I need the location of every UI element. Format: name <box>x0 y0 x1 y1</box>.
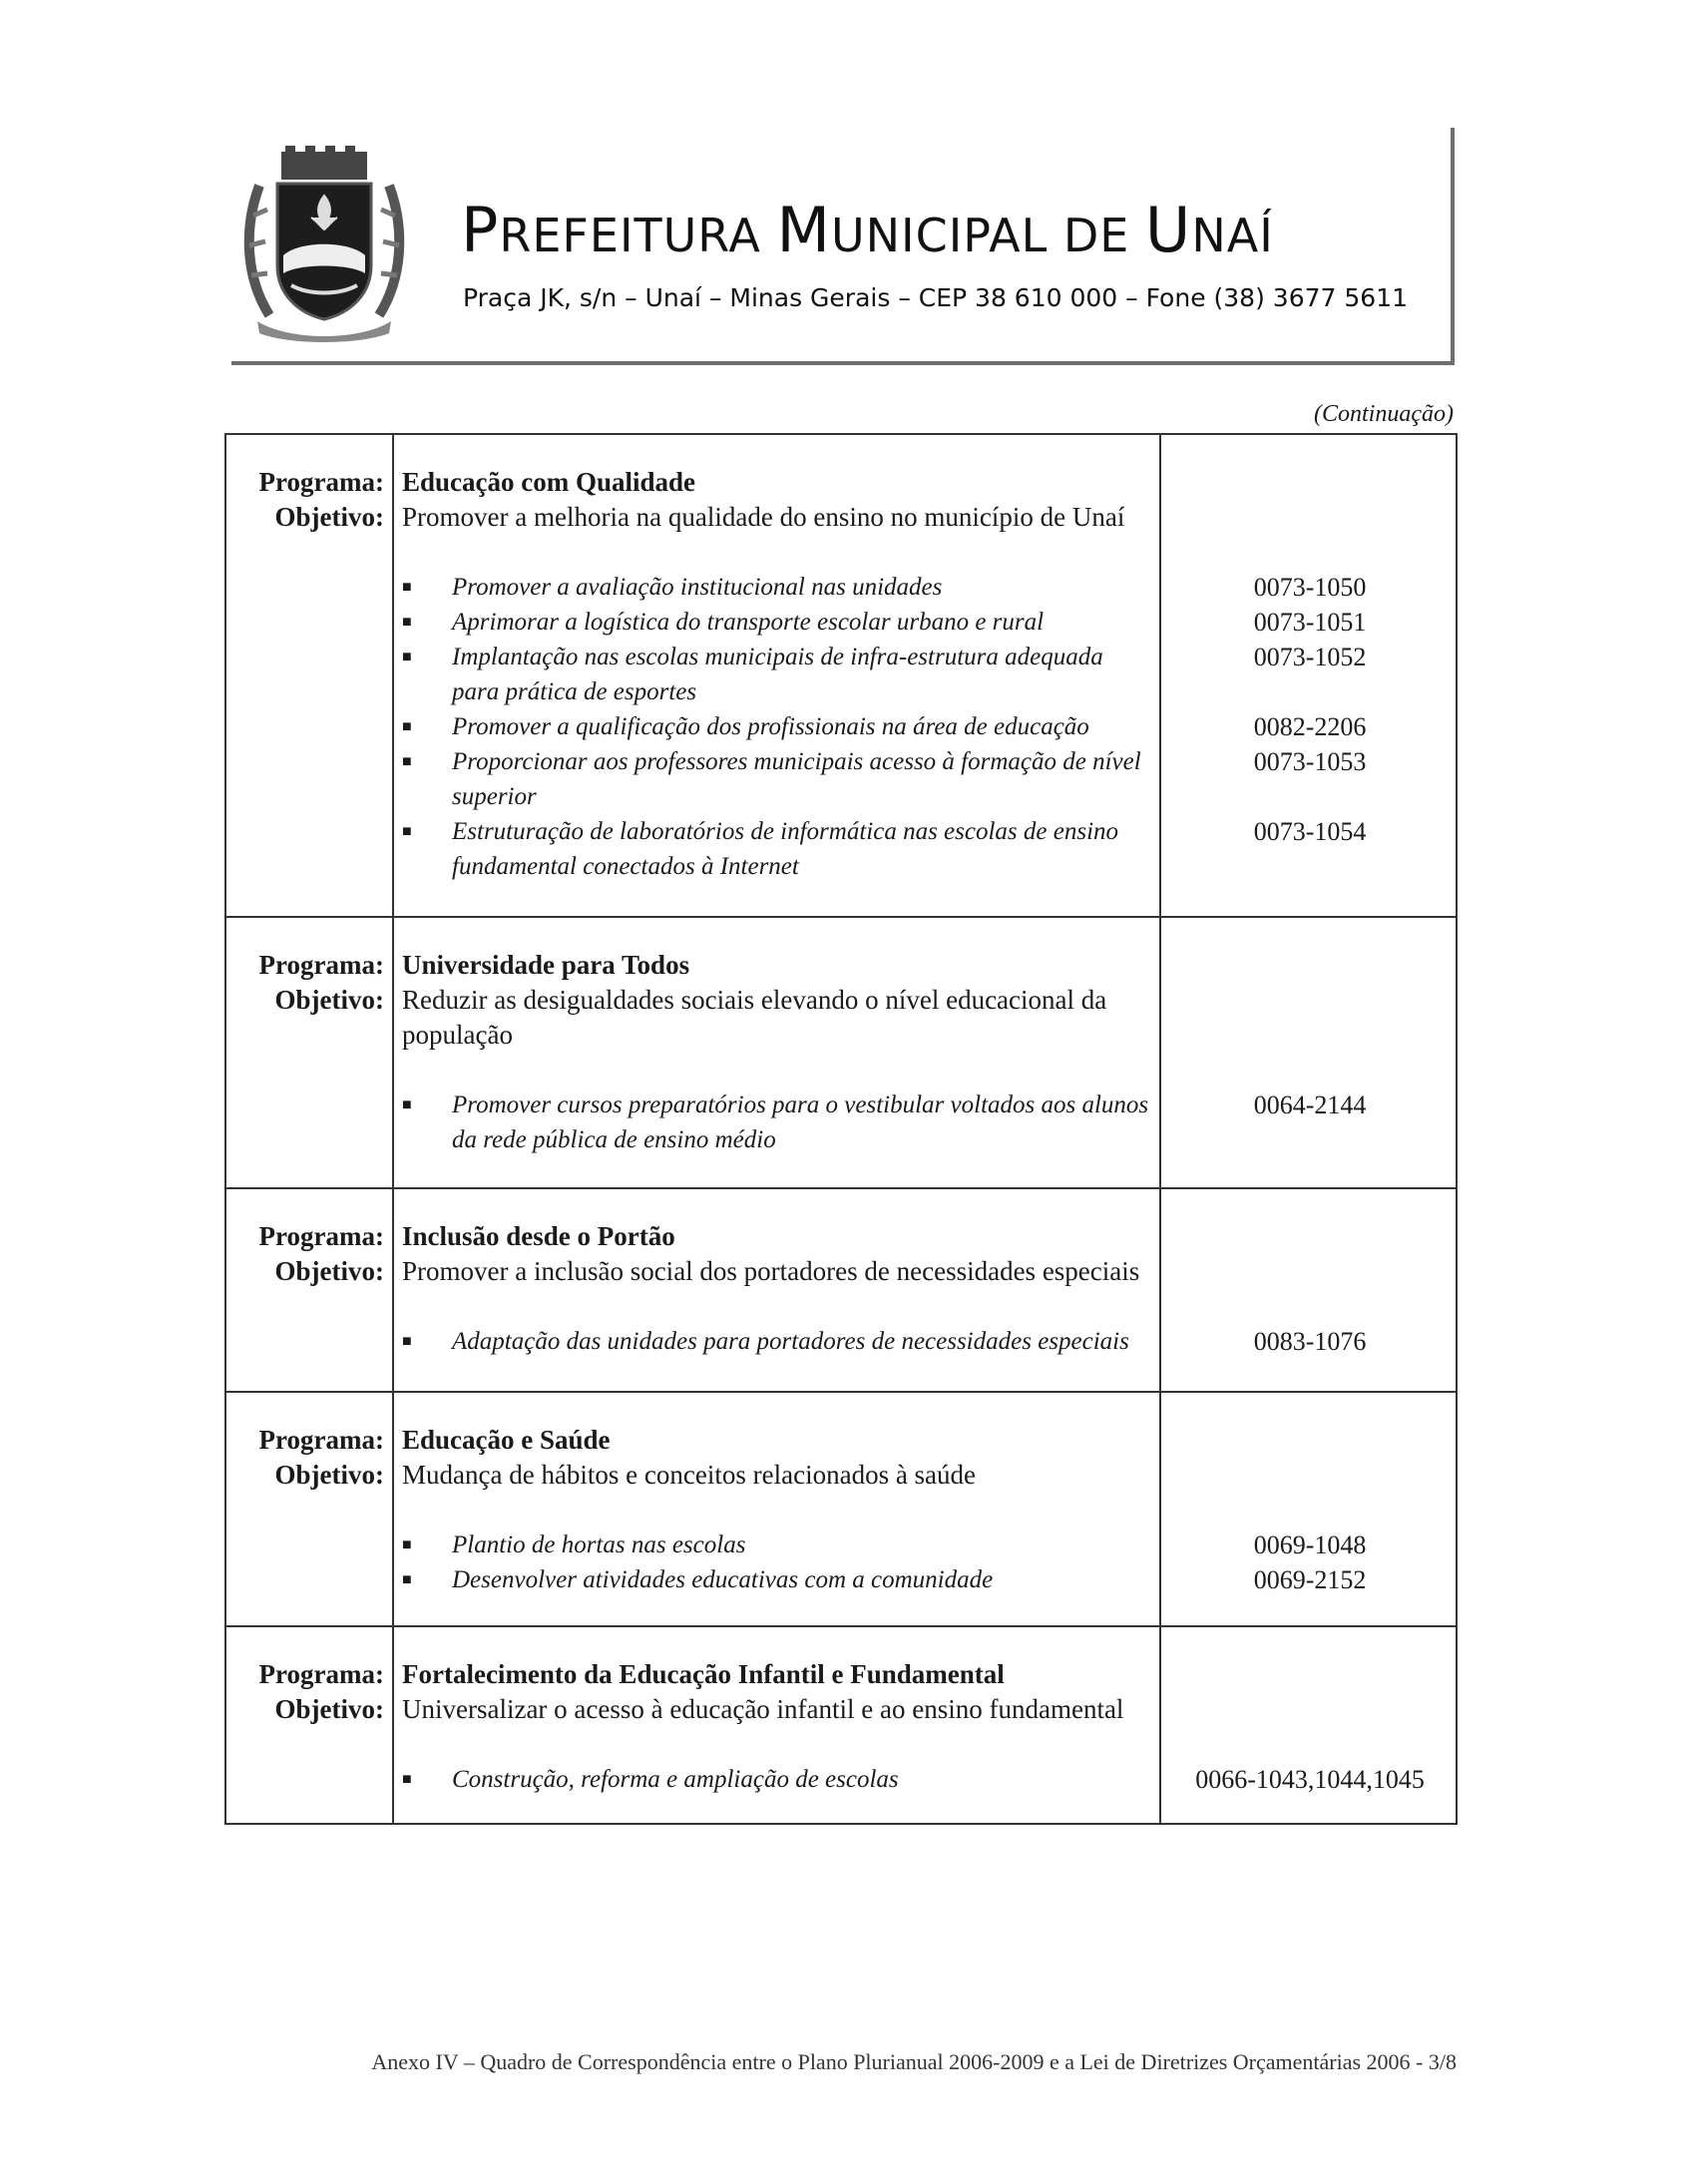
action-item <box>226 605 1456 640</box>
square-bullet-icon: ■ <box>402 614 412 631</box>
column-divider <box>392 918 394 1187</box>
program-block <box>226 1625 1456 1823</box>
program-block <box>226 1391 1456 1625</box>
action-item <box>226 1562 1456 1597</box>
program-objective: Promover a melhoria na qualidade do ensino no município de Unaí <box>402 502 1125 532</box>
action-text: Plantio de hortas nas escolas <box>452 1531 746 1558</box>
action-list <box>226 1324 1456 1359</box>
square-bullet-icon: ■ <box>402 579 412 596</box>
program-label: Programa: <box>258 950 384 980</box>
action-list <box>226 570 1456 884</box>
action-code: 0073-1050 <box>1253 573 1367 602</box>
program-block <box>226 435 1456 916</box>
column-divider <box>1159 1189 1161 1391</box>
action-list <box>226 1528 1456 1597</box>
program-label: Programa: <box>258 467 384 497</box>
action-text: Estruturação de laboratórios de informática nas escolas de ensino fundamental conectados à Internet <box>452 818 1119 880</box>
objective-label: Objetivo: <box>274 1256 384 1286</box>
action-item <box>226 744 1456 814</box>
square-bullet-icon: ■ <box>402 753 412 770</box>
objective-label: Objetivo: <box>274 502 384 532</box>
action-text: Construção, reforma e ampliação de escolas <box>452 1766 899 1793</box>
program-title: Inclusão desde o Portão <box>402 1221 675 1251</box>
program-title: Fortalecimento da Educação Infantil e Fundamental <box>402 1659 1005 1689</box>
action-code: 0073-1054 <box>1253 817 1367 846</box>
action-item <box>226 1088 1456 1157</box>
action-item <box>226 709 1456 744</box>
square-bullet-icon: ■ <box>402 823 412 840</box>
header-frame-bottom <box>231 361 1455 365</box>
action-text: Promover cursos preparatórios para o vestibular voltados aos alunos da rede pública de ensino médio <box>452 1092 1149 1153</box>
program-title: Universidade para Todos <box>402 950 690 980</box>
action-list <box>226 1088 1456 1157</box>
svg-text:UNAÍ: UNAÍ <box>310 325 338 338</box>
objective-label: Objetivo: <box>274 1694 384 1724</box>
square-bullet-icon: ■ <box>402 649 412 665</box>
action-code: 0073-1053 <box>1253 747 1367 776</box>
action-code: 0066-1043,1044,1045 <box>1195 1765 1425 1794</box>
action-code: 0073-1051 <box>1253 608 1367 637</box>
program-label: Programa: <box>258 1659 384 1689</box>
action-code: 0082-2206 <box>1253 712 1367 741</box>
square-bullet-icon: ■ <box>402 718 412 735</box>
square-bullet-icon: ■ <box>402 1536 412 1553</box>
objective-label: Objetivo: <box>274 985 384 1015</box>
square-bullet-icon: ■ <box>402 1333 412 1350</box>
action-text: Proporcionar aos professores municipais acesso à formação de nível superior <box>452 748 1141 810</box>
action-item <box>226 1528 1456 1562</box>
action-item <box>226 814 1456 884</box>
column-divider <box>1159 1393 1161 1625</box>
program-objective: Universalizar o acesso à educação infantil e ao ensino fundamental <box>402 1694 1124 1724</box>
square-bullet-icon: ■ <box>402 1096 412 1113</box>
action-item <box>226 1324 1456 1359</box>
column-divider <box>1159 1627 1161 1823</box>
column-divider <box>392 1189 394 1391</box>
program-table <box>224 433 1458 1825</box>
action-code: 0069-2152 <box>1253 1565 1367 1594</box>
action-item <box>226 570 1456 605</box>
program-block <box>226 1187 1456 1391</box>
action-text: Implantação nas escolas municipais de infra-estrutura adequada para prática de esportes <box>452 644 1103 705</box>
column-divider <box>1159 435 1161 916</box>
organization-name: PREFEITURA MUNICIPAL DE UNAÍ <box>461 194 1274 266</box>
action-item <box>226 640 1456 709</box>
action-code: 0083-1076 <box>1253 1327 1367 1356</box>
objective-label: Objetivo: <box>274 1460 384 1490</box>
column-divider <box>1159 918 1161 1187</box>
action-code: 0073-1052 <box>1253 643 1367 671</box>
municipal-coat-of-arms <box>239 146 409 345</box>
page-footer: Anexo IV – Quadro de Correspondência entre o Plano Plurianual 2006-2009 e a Lei de Diretrizes Orçamentárias 2006 - 3/8 <box>371 2049 1457 2074</box>
square-bullet-icon: ■ <box>402 1771 412 1788</box>
square-bullet-icon: ■ <box>402 1571 412 1588</box>
column-divider <box>392 1627 394 1823</box>
action-text: Desenvolver atividades educativas com a comunidade <box>452 1566 994 1593</box>
letterhead <box>231 128 1455 365</box>
program-objective: Reduzir as desigualdades sociais elevando o nível educacional da população <box>402 985 1107 1050</box>
program-objective: Mudança de hábitos e conceitos relacionados à saúde <box>402 1460 977 1490</box>
action-text: Aprimorar a logística do transporte escolar urbano e rural <box>452 609 1045 636</box>
action-text: Promover a qualificação dos profissionais na área de educação <box>452 713 1089 740</box>
program-block <box>226 916 1456 1187</box>
program-label: Programa: <box>258 1221 384 1251</box>
continuation-note: (Continuação) <box>1314 401 1454 427</box>
action-item <box>226 1762 1456 1797</box>
program-label: Programa: <box>258 1425 384 1455</box>
program-objective: Promover a inclusão social dos portadores de necessidades especiais <box>402 1256 1140 1286</box>
action-text: Promover a avaliação institucional nas unidades <box>452 574 943 601</box>
action-list <box>226 1762 1456 1797</box>
column-divider <box>392 1393 394 1625</box>
action-code: 0069-1048 <box>1253 1530 1367 1559</box>
organization-address: Praça JK, s/n – Unaí – Minas Gerais – CEP 38 610 000 – Fone (38) 3677 5611 <box>463 283 1408 312</box>
action-code: 0064-2144 <box>1253 1091 1367 1119</box>
column-divider <box>392 435 394 916</box>
program-title: Educação com Qualidade <box>402 467 696 497</box>
action-text: Adaptação das unidades para portadores de necessidades especiais <box>452 1328 1129 1355</box>
header-frame-right <box>1451 128 1455 365</box>
program-title: Educação e Saúde <box>402 1425 611 1455</box>
